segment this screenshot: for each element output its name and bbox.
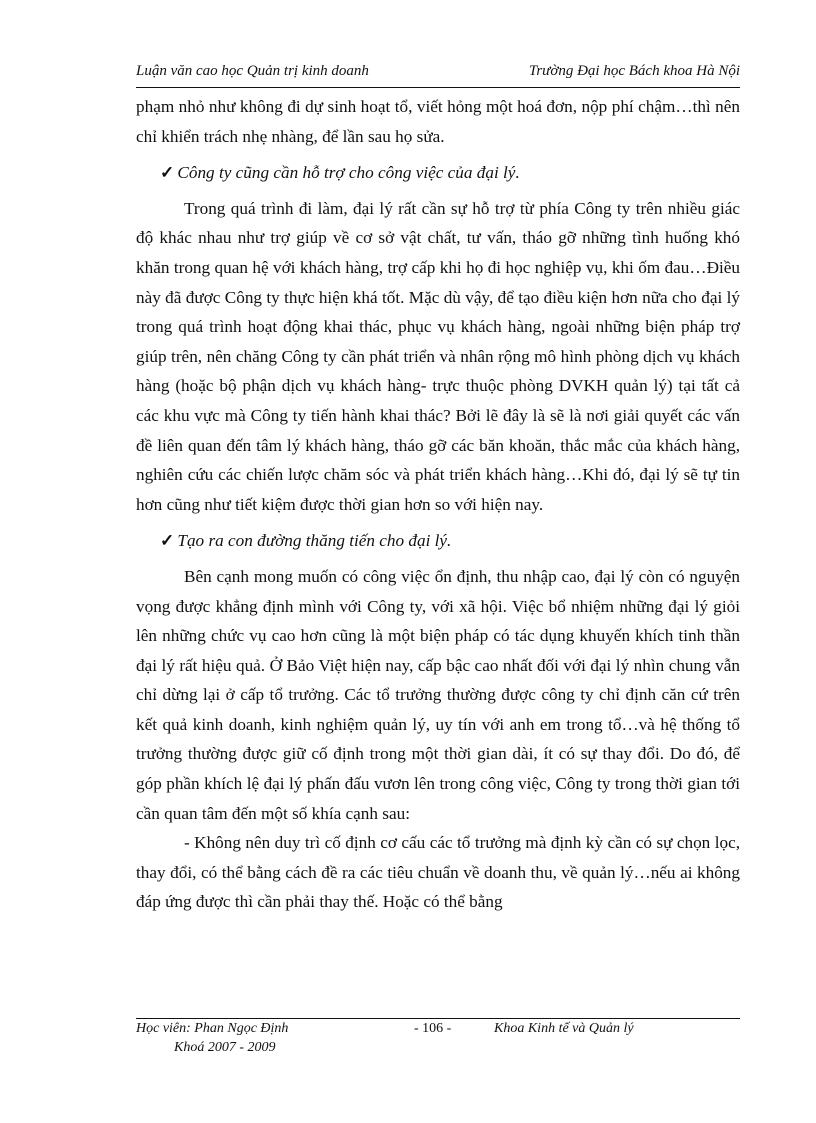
bullet-item-promotion [136,526,740,556]
footer-student: Học viên: Phan Ngọc Định [136,1021,289,1036]
footer-department: Khoa Kinh tế và Quản lý [494,1021,634,1036]
bullet-text: Tạo ra con đường thăng tiến cho đại lý. [177,531,452,551]
paragraph-promotion: Bên cạnh mong muốn có công việc ổn định, thu nhập cao, đại lý còn có nguyện vọng được khẳng định mình với Công ty, với xã hội. Việc bổ nhiệm những đại lý giỏi lên những chức vụ cao hơn cũng là một biện pháp có tác dụng khuyến khích tinh thần đại lý rất hiệu quả. Ở Bảo Việt hiện nay, cấp bậc cao nhất đối với đại lý nhìn chung vẫn chỉ dừng lại ở cấp tổ trưởng. Các tổ trưởng thường được công ty chỉ định căn cứ trên kết quả kinh doanh, kinh nghiệm quản lý, uy tín với anh em trong tổ…và hệ thống tổ trưởng thường được giữ cố định trong một thời gian dài, ít có sự thay đổi. Do đó, để góp phần khích lệ đại lý phấn đấu vươn lên trong công việc, Công ty trong thời gian tới cần quan tâm đến một số khía cạnh sau: [136,566,740,823]
header-university: Trường Đại học Bách khoa Hà Nội [528,63,740,79]
checkmark-icon: ✓ [160,531,175,551]
page-body [136,92,740,917]
bullet-item-support [136,158,740,188]
footer-course: Khoá 2007 - 2009 [174,1040,276,1055]
bullet-text: Công ty cũng cần hỗ trợ cho công việc của đại lý. [177,163,520,183]
page-footer [136,1021,740,1061]
header-thesis-title: Luận văn cao học Quản trị kinh doanh [136,63,369,79]
page-header [136,63,740,85]
header-divider [136,87,740,88]
checkmark-icon: ✓ [160,163,175,183]
paragraph-support: Trong quá trình đi làm, đại lý rất cần sự hỗ trợ từ phía Công ty trên nhiều giác độ khác nhau như trợ giúp về cơ sở vật chất, tư vấn, tháo gỡ những tình huống khó khăn trong quan hệ với khách hàng, trợ cấp khi họ đi học nghiệp vụ, khi ốm đau…Điều này đã được Công ty thực hiện khá tốt. Mặc dù vậy, để tạo điều kiện hơn nữa cho đại lý trong quá trình hoạt động khai thác, phục vụ khách hàng, ngoài những biện pháp trợ giúp trên, nên chăng Công ty cần phát triển và nhân rộng mô hình phòng dịch vụ khách hàng (hoặc bộ phận dịch vụ khách hàng- trực thuộc phòng DVKH quản lý) tại tất cả các khu vực mà Công ty tiến hành khai thác? Bởi lẽ đây là sẽ là nơi giải quyết các vấn đề liên quan đến tâm lý khách hàng, tháo gỡ các băn khoăn, thắc mắc của khách hàng, nghiên cứu các chiến lược chăm sóc và phát triển khách hàng…Khi đó, đại lý sẽ tự tin hơn cũng như tiết kiệm được thời gian hơn so với hiện nay. [136,198,740,514]
page-number: - 106 - [414,1021,452,1036]
footer-divider [136,1018,740,1019]
paragraph-dash-item: - Không nên duy trì cố định cơ cấu các tổ trưởng mà định kỳ cần có sự chọn lọc, thay đổi, có thể bằng cách đề ra các tiêu chuẩn về doanh thu, về quản lý…nếu ai không đáp ứng được thì cần phải thay thế. Hoặc có thể bằng [136,833,740,912]
paragraph-continuation: phạm nhỏ như không đi dự sinh hoạt tổ, viết hỏng một hoá đơn, nộp phí chậm…thì nên chỉ khiển trách nhẹ nhàng, để lần sau họ sửa. [136,97,740,146]
